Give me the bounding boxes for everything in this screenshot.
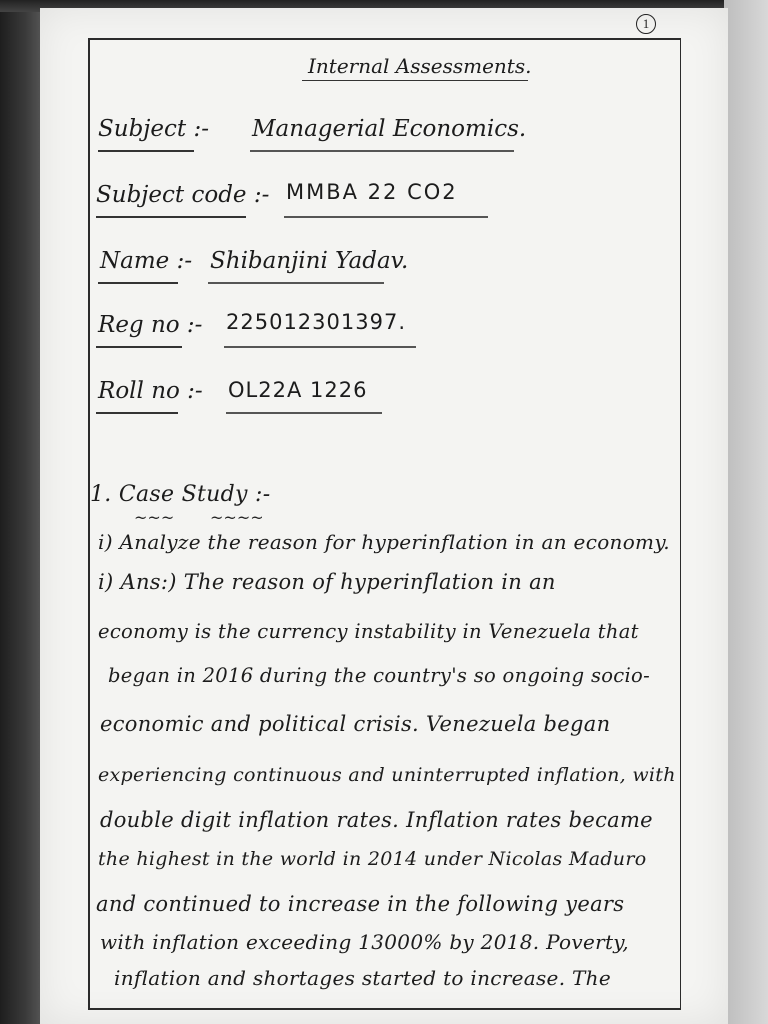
title-underline [302, 80, 528, 81]
underline-squiggle: ~~~ [134, 508, 175, 527]
subject-label-underline [98, 150, 194, 152]
answer-line: i) Ans:) The reason of hyperinflation in an [98, 570, 556, 594]
answer-line: with inflation exceeding 13000% by 2018. Poverty, [100, 930, 629, 954]
subject-code-label: Subject code :- [96, 182, 270, 208]
answer-line: inflation and shortages started to increase. The [114, 966, 611, 990]
reg-no-value: 225012301397. [226, 310, 407, 334]
reg-no-label-underline [96, 346, 182, 348]
subject-code-value: MMBA 22 CO2 [286, 180, 458, 204]
page-right-edge [724, 0, 768, 1024]
reg-no-value-underline [224, 346, 416, 348]
answer-line: experiencing continuous and uninterrupted inflation, with [98, 764, 676, 786]
roll-no-label: Roll no :- [98, 378, 203, 404]
answer-line: and continued to increase in the following years [96, 892, 625, 916]
roll-no-value-underline [226, 412, 382, 414]
subject-label: Subject :- [98, 116, 209, 142]
answer-line: double digit inflation rates. Inflation rates became [100, 808, 653, 832]
answer-line: the highest in the world in 2014 under Nicolas Maduro [98, 848, 647, 870]
roll-no-value: OL22A 1226 [228, 378, 368, 402]
page-left-shadow [0, 0, 42, 1024]
name-label-underline [98, 282, 178, 284]
name-label: Name :- [100, 248, 193, 274]
subject-code-value-underline [284, 216, 488, 218]
roll-no-label-underline [96, 412, 178, 414]
case-study-heading: 1. Case Study :- [90, 482, 271, 507]
page-title: Internal Assessments. [308, 54, 532, 78]
answer-line: began in 2016 during the country's so ongoing socio- [108, 664, 650, 687]
name-value-underline [208, 282, 384, 284]
subject-value: Managerial Economics. [252, 116, 527, 142]
answer-sheet [40, 8, 728, 1024]
subject-code-label-underline [96, 216, 246, 218]
underline-squiggle: ~~~~ [210, 508, 264, 527]
answer-line: economic and political crisis. Venezuela began [100, 712, 611, 736]
name-value: Shibanjini Yadav. [210, 248, 409, 274]
reg-no-label: Reg no :- [98, 312, 203, 338]
subject-value-underline [250, 150, 514, 152]
question-text: i) Analyze the reason for hyperinflation in an economy. [98, 530, 670, 554]
answer-line: economy is the currency instability in Venezuela that [98, 620, 639, 643]
page-number: 1 [636, 14, 656, 34]
